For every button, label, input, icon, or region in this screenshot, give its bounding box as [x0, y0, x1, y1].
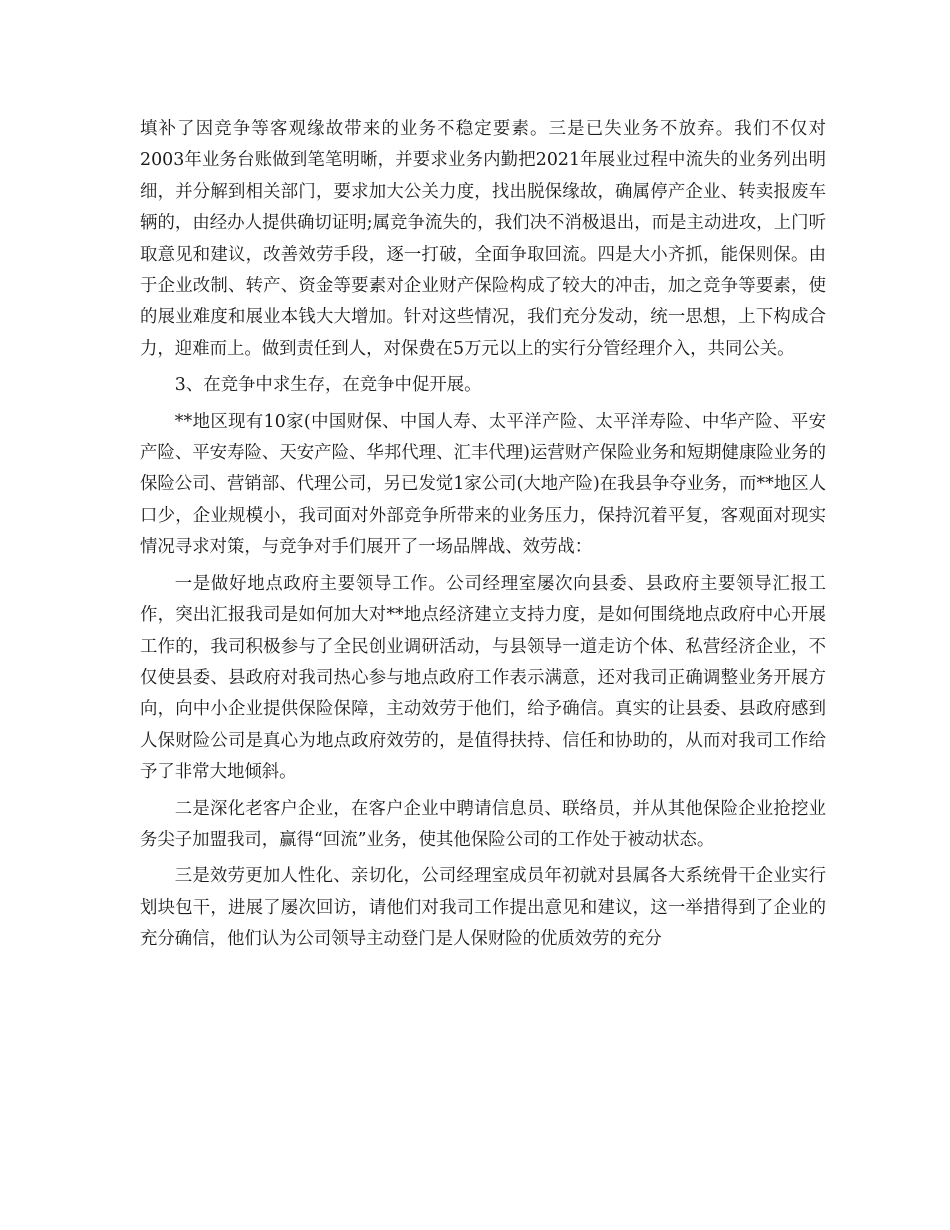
paragraph-1: 填补了因竞争等客观缘故带来的业务不稳定要素。三是已失业务不放弃。我们不仅对2003年业务台账做到笔笔明晰，并要求业务内勤把2021年展业过程中流失的业务列出明细，并分解到相关部门，要求加大公关力度，找出脱保缘故，确属停产企业、转卖报废车辆的，由经办人提供确切证明;属竞争流失的，我们决不消极退出，而是主动进攻，上门听取意见和建议，改善效劳手段，逐一打破，全面争取回流。四是大小齐抓，能保则保。由于企业改制、转产、资金等要素对企业财产保险构成了较大的冲击，加之竞争等要素，使的展业难度和展业本钱大大增加。针对这些情况，我们充分发动，统一思想，上下构成合力，迎难而上。做到责任到人，对保费在5万元以上的实行分管经理介入，共同公关。 [140, 119, 826, 359]
paragraph-3: **地区现有10家(中国财保、中国人寿、太平洋产险、太平洋寿险、中华产险、平安产险、平安寿险、天安产险、华邦代理、汇丰代理)运营财产保险业务和短期健康险业务的保险公司、营销部、代理公司，另已发觉1家公司(大地产险)在我县争夺业务，而**地区人口少，企业规模小，我司面对外部竞争所带来的业务压力，保持沉着平复，客观面对现实情况寻求对策，与竞争对手们展开了一场品牌战、效劳战： [140, 411, 826, 558]
document-body [140, 114, 826, 961]
paragraph-6: 三是效劳更加人性化、亲切化，公司经理室成员年初就对县属各大系统骨干企业实行划块包干，进展了屡次回访，请他们对我司工作提出意见和建议，这一举措得到了企业的充分确信，他们认为公司领导主动登门是人保财险的优质效劳的充分 [140, 866, 826, 950]
paragraph-4: 一是做好地点政府主要领导工作。公司经理室屡次向县委、县政府主要领导汇报工作，突出汇报我司是如何加大对**地点经济建立支持力度，是如何围绕地点政府中心开展工作的，我司积极参与了全民创业调研活动，与县领导一道走访个体、私营经济企业，不仅使县委、县政府对我司热心参与地点政府工作表示满意，还对我司正确调整业务开展方向，向中小企业提供保险保障，主动效劳于他们，给予确信。真实的让县委、县政府感到人保财险公司是真心为地点政府效劳的，是值得扶持、信任和协助的，从而对我司工作给予了非常大地倾斜。 [140, 573, 826, 783]
paragraph-5: 二是深化老客户企业，在客户企业中聘请信息员、联络员，并从其他保险企业抢挖业务尖子加盟我司，赢得“回流”业务，使其他保险公司的工作处于被动状态。 [140, 798, 826, 850]
paragraph-2-section-heading: 3、在竞争中求生存，在竞争中促开展。 [174, 375, 482, 396]
